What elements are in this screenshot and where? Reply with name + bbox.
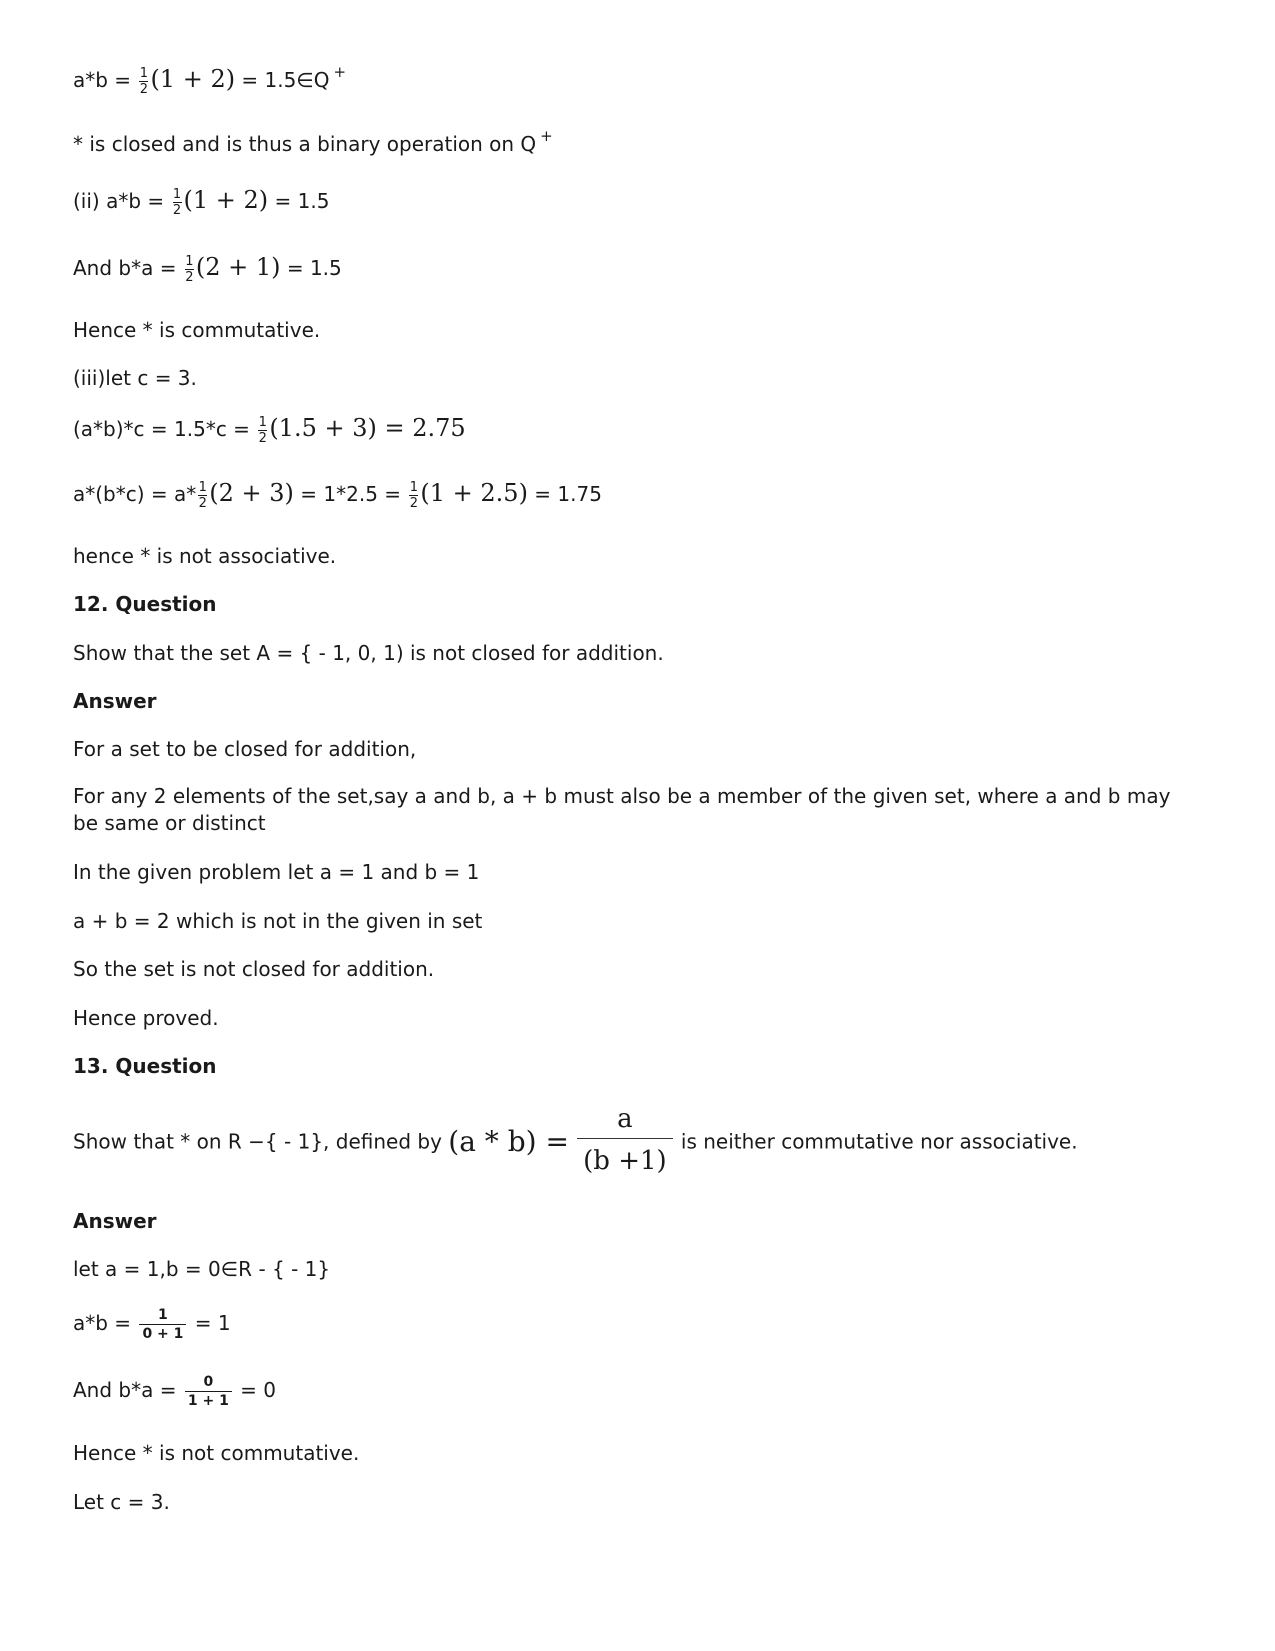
expression: (1 + 2): [183, 186, 269, 214]
fraction: $\frac{1}{0 + 1}$: [139, 1306, 186, 1343]
answer-12-p2: For any 2 elements of the set,say a and b, a + b must also be a member of the given set, where a and b may be same or distinct: [73, 784, 1171, 835]
line-part-iii: (iii)let c = 3.: [73, 366, 197, 390]
answer-12-heading: Answer: [73, 689, 157, 713]
text: = 1.5: [280, 256, 342, 280]
answer-12-p5: So the set is not closed for addition.: [73, 957, 435, 981]
expression: (2 + 1): [195, 253, 281, 281]
text: a*b =: [73, 68, 138, 92]
formula-fraction: $\frac{a}{(b +1)}$: [577, 1104, 673, 1179]
text: Show that * on R −{ - 1}, defined by: [73, 1129, 449, 1154]
answer-13-p1: let a = 1,b = 0∈R - { - 1}: [73, 1257, 331, 1281]
line-abc-left: [73, 415, 466, 446]
text: = 1.5: [268, 189, 330, 213]
superscript: +: [540, 127, 553, 145]
question-13-text: [73, 1104, 1078, 1179]
text: And b*a =: [73, 256, 183, 280]
fraction: $\frac{1}{2}$: [185, 254, 194, 285]
line-abc-right: [73, 480, 602, 511]
fraction: $\frac{1}{2}$: [139, 66, 149, 97]
text: And b*a =: [73, 1378, 183, 1402]
expression: = 2.75: [376, 414, 466, 442]
line-ba: [73, 254, 342, 285]
expression: (1 + 2): [150, 65, 236, 93]
text: = 1.5∈Q: [235, 68, 330, 92]
text: = 1: [188, 1311, 231, 1335]
text: = 1.75: [527, 482, 602, 506]
line-ab-closure: [73, 63, 347, 97]
answer-12-p4: a + b = 2 which is not in the given in set: [73, 909, 483, 933]
answer-13-p5: Let c = 3.: [73, 1490, 170, 1514]
text: (a*b)*c = 1.5*c =: [73, 417, 257, 441]
answer-13-p2: [73, 1306, 231, 1343]
expression: (2 + 3): [209, 479, 294, 507]
text: is neither commutative nor associative.: [680, 1129, 1078, 1154]
line-commutative: Hence * is commutative.: [73, 318, 321, 342]
answer-13-heading: Answer: [73, 1209, 157, 1233]
text: = 0: [233, 1378, 277, 1402]
text: * is closed and is thus a binary operation on Q: [73, 132, 537, 156]
answer-13-p3: [73, 1373, 276, 1410]
question-12-text: Show that the set A = { - 1, 0, 1) is not closed for addition.: [73, 641, 664, 665]
question-13-heading: 13. Question: [73, 1054, 217, 1078]
line-not-associative: hence * is not associative.: [73, 544, 337, 568]
fraction: $\frac{0}{1 + 1}$: [185, 1373, 232, 1410]
text: = 1*2.5 =: [293, 482, 408, 506]
answer-12-p6: Hence proved.: [73, 1006, 219, 1030]
answer-12-p1: For a set to be closed for addition,: [73, 737, 417, 761]
text: a*b =: [73, 1311, 138, 1335]
fraction: $\frac{1}{2}$: [172, 187, 182, 218]
line-part-ii: [73, 187, 329, 218]
text: (ii) a*b =: [73, 189, 171, 213]
text: a*(b*c) = a*: [73, 482, 197, 506]
expression: (1 + 2.5): [420, 479, 528, 507]
fraction: $\frac{1}{2}$: [198, 480, 207, 511]
expression: (1.5 + 3): [269, 414, 377, 442]
fraction: $\frac{1}{2}$: [409, 480, 419, 511]
fraction: $\frac{1}{2}$: [258, 415, 267, 446]
line-closed-statement: [73, 127, 553, 158]
answer-13-p4: Hence * is not commutative.: [73, 1441, 360, 1465]
superscript: +: [333, 63, 347, 81]
answer-12-p3: In the given problem let a = 1 and b = 1: [73, 860, 480, 884]
formula-lhs: (a * b) =: [448, 1125, 569, 1158]
question-12-heading: 12. Question: [73, 592, 217, 616]
